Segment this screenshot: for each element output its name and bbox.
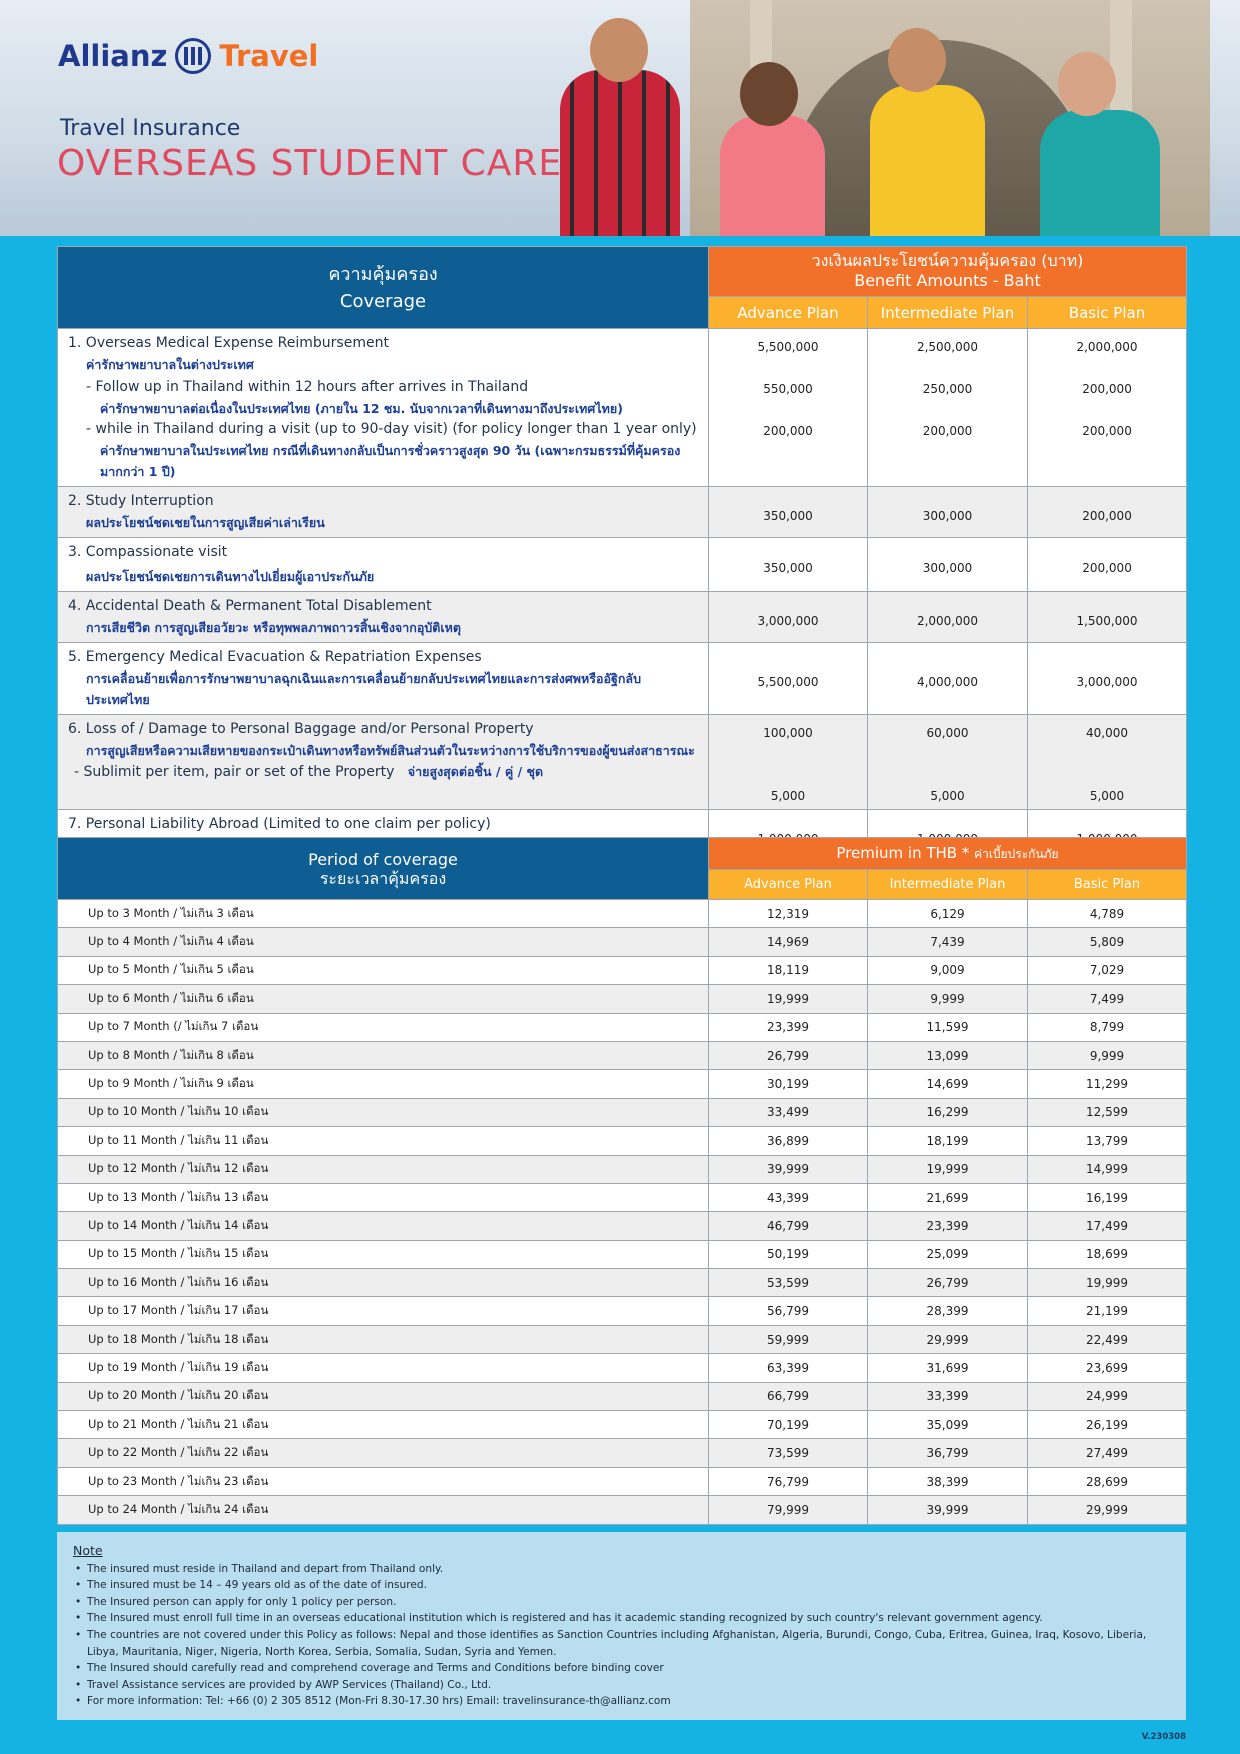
premium-value: 7,029 — [1028, 956, 1187, 984]
coverage-item-en: 2. Study Interruption — [68, 493, 214, 509]
period-cell: Up to 8 Month / ไม่เกิน 8 เดือน — [58, 1041, 709, 1069]
premium-row — [58, 1382, 1187, 1410]
page-subtitle: Travel Insurance — [60, 116, 241, 141]
premium-value: 7,439 — [868, 928, 1028, 956]
premium-value: 9,009 — [868, 956, 1028, 984]
premium-value: 30,199 — [709, 1070, 868, 1098]
benefit-cell — [868, 715, 1028, 810]
coverage-item-th: ค่ารักษาพยาบาลในต่างประเทศ — [86, 357, 254, 372]
period-cell: Up to 5 Month / ไม่เกิน 5 เดือน — [58, 956, 709, 984]
benefit-value: 2,000,000 — [1076, 340, 1138, 354]
premium-value: 14,969 — [709, 928, 868, 956]
premium-row — [58, 956, 1187, 984]
coverage-header — [58, 247, 709, 329]
premium-value: 73,599 — [709, 1439, 868, 1467]
premium-value: 13,799 — [1028, 1127, 1187, 1155]
period-header-en: Period of coverage — [308, 849, 458, 869]
premium-value: 24,999 — [1028, 1382, 1187, 1410]
benefit-cell — [868, 329, 1028, 487]
premium-value: 39,999 — [709, 1155, 868, 1183]
coverage-item-en: 6. Loss of / Damage to Personal Baggage and/or Personal Property — [68, 721, 534, 737]
premium-row — [58, 1183, 1187, 1211]
period-cell: Up to 16 Month / ไม่เกิน 16 เดือน — [58, 1269, 709, 1297]
premium-value: 70,199 — [709, 1411, 868, 1439]
premium-row — [58, 1155, 1187, 1183]
premium-value: 26,199 — [1028, 1411, 1187, 1439]
page-title: OVERSEAS STUDENT CARE — [57, 143, 563, 184]
premium-row — [58, 1240, 1187, 1268]
benefit-value: 2,500,000 — [916, 340, 979, 354]
allianz-eagle-icon — [175, 38, 211, 74]
premium-value: 23,399 — [868, 1212, 1028, 1240]
period-cell: Up to 21 Month / ไม่เกิน 21 เดือน — [58, 1411, 709, 1439]
benefit-value: 1,500,000 — [1028, 592, 1187, 643]
premium-value: 36,799 — [868, 1439, 1028, 1467]
premium-value: 21,199 — [1028, 1297, 1187, 1325]
premium-value: 6,129 — [868, 900, 1028, 928]
benefit-value: 3,000,000 — [1028, 643, 1187, 715]
period-cell: Up to 6 Month / ไม่เกิน 6 เดือน — [58, 985, 709, 1013]
benefit-cell — [709, 715, 868, 810]
period-header-th: ระยะเวลาคุ้มครอง — [319, 868, 447, 888]
premium-row — [58, 1411, 1187, 1439]
coverage-item-en: 4. Accidental Death & Permanent Total Disablement — [68, 598, 432, 614]
premium-value: 46,799 — [709, 1212, 868, 1240]
benefit-value: 200,000 — [1082, 424, 1132, 438]
coverage-item-en: 7. Personal Liability Abroad (Limited to one claim per policy) — [68, 816, 491, 832]
coverage-item-th: ผลประโยชน์ชดเชยในการสูญเสียค่าเล่าเรียน — [86, 515, 325, 530]
premium-value: 18,119 — [709, 956, 868, 984]
sublimit-label-th: จ่ายสูงสุดต่อชิ้น / คู่ / ชุด — [407, 764, 544, 779]
premium-value: 27,499 — [1028, 1439, 1187, 1467]
premium-value: 28,699 — [1028, 1467, 1187, 1495]
premium-value: 31,699 — [868, 1354, 1028, 1382]
premium-row — [58, 900, 1187, 928]
period-cell: Up to 9 Month / ไม่เกิน 9 เดือน — [58, 1070, 709, 1098]
premium-value: 12,319 — [709, 900, 868, 928]
period-cell: Up to 4 Month / ไม่เกิน 4 เดือน — [58, 928, 709, 956]
premium-value: 9,999 — [868, 985, 1028, 1013]
benefit-value: 300,000 — [868, 487, 1028, 538]
coverage-subitem-en: - Follow up in Thailand within 12 hours after arrives in Thailand — [86, 379, 529, 395]
coverage-item — [58, 487, 709, 538]
premium-value: 79,999 — [709, 1496, 868, 1524]
benefit-header-en: Benefit Amounts - Baht — [854, 271, 1041, 290]
premium-row — [58, 1212, 1187, 1240]
plan-header-intermediate: Intermediate Plan — [868, 297, 1028, 329]
coverage-item-th: ผลประโยชน์ชดเชยการเดินทางไปเยี่ยมผู้เอาประกันภัย — [86, 569, 375, 584]
premium-value: 13,099 — [868, 1041, 1028, 1069]
period-cell: Up to 14 Month / ไม่เกิน 14 เดือน — [58, 1212, 709, 1240]
coverage-item-th: การเสียชีวิต การสูญเสียอวัยวะ หรือทุพพลภาพถาวรสิ้นเชิงจากอุบัติเหตุ — [86, 620, 462, 635]
premium-value: 38,399 — [868, 1467, 1028, 1495]
coverage-row — [58, 538, 1187, 592]
premium-value: 76,799 — [709, 1467, 868, 1495]
premium-value: 19,999 — [709, 985, 868, 1013]
benefit-value: 250,000 — [922, 382, 973, 396]
period-cell: Up to 15 Month / ไม่เกิน 15 เดือน — [58, 1240, 709, 1268]
premium-row — [58, 1354, 1187, 1382]
premium-header — [709, 838, 1187, 870]
note-item: • The Insured person can apply for only 1 policy per person. — [73, 1594, 1172, 1611]
coverage-row — [58, 487, 1187, 538]
premium-value: 22,499 — [1028, 1325, 1187, 1353]
benefit-value: 300,000 — [868, 538, 1028, 592]
premium-row — [58, 1127, 1187, 1155]
coverage-header-en: Coverage — [339, 290, 427, 312]
period-cell: Up to 3 Month / ไม่เกิน 3 เดือน — [58, 900, 709, 928]
plan-header-basic: Basic Plan — [1028, 870, 1187, 900]
premium-value: 35,099 — [868, 1411, 1028, 1439]
sublimit-value: 5,000 — [770, 789, 806, 803]
sublimit-value: 5,000 — [930, 789, 965, 803]
benefit-amounts-header — [709, 247, 1187, 297]
note-item: • The countries are not covered under this Policy as follows: Nepal and those identifies as Sanction Countries including Afghanistan, Algeria, Burundi, Congo, Cuba, Eritrea, Guinea, Iraq, Kosovo, Liberia, Libya, Mauritania, Niger, Nigeria, North Korea, Serbia, Somalia, Sudan, Syria and Yemen. — [73, 1627, 1172, 1660]
sublimit-value: 5,000 — [1089, 789, 1125, 803]
benefit-value: 4,000,000 — [868, 643, 1028, 715]
period-cell: Up to 24 Month / ไม่เกิน 24 เดือน — [58, 1496, 709, 1524]
version-code: V.230308 — [1141, 1732, 1186, 1742]
premium-row — [58, 1439, 1187, 1467]
premium-value: 8,799 — [1028, 1013, 1187, 1041]
premium-value: 59,999 — [709, 1325, 868, 1353]
note-item: • The insured must reside in Thailand and depart from Thailand only. — [73, 1561, 1172, 1578]
coverage-item-th: การสูญเสียหรือความเสียหายของกระเป๋าเดินทางหรือทรัพย์สินส่วนตัวในระหว่างการใช้บริการของผู้ขนส่งสาธารณะ — [86, 743, 695, 758]
premium-row — [58, 1070, 1187, 1098]
benefit-header-th: วงเงินผลประโยชน์ความคุ้มครอง (บาท) — [811, 251, 1084, 270]
premium-value: 43,399 — [709, 1183, 868, 1211]
premium-value: 12,599 — [1028, 1098, 1187, 1126]
premium-value: 7,499 — [1028, 985, 1187, 1013]
premium-value: 26,799 — [709, 1041, 868, 1069]
period-cell: Up to 22 Month / ไม่เกิน 22 เดือน — [58, 1439, 709, 1467]
plan-header-advance: Advance Plan — [709, 870, 868, 900]
premium-value: 18,699 — [1028, 1240, 1187, 1268]
coverage-subitem-th: ค่ารักษาพยาบาลในประเทศไทย กรณีที่เดินทางกลับเป็นการชั่วคราวสูงสุด 90 วัน (เฉพาะกรมธรรม์ที่คุ้มครองมากกว่า 1 ปี) — [100, 443, 681, 479]
benefit-value: 2,000,000 — [868, 592, 1028, 643]
coverage-row — [58, 592, 1187, 643]
coverage-item — [58, 538, 709, 592]
premium-value: 33,399 — [868, 1382, 1028, 1410]
premium-value: 33,499 — [709, 1098, 868, 1126]
premium-value: 66,799 — [709, 1382, 868, 1410]
plan-header-advance: Advance Plan — [709, 297, 868, 329]
premium-value: 14,999 — [1028, 1155, 1187, 1183]
premium-row — [58, 1325, 1187, 1353]
benefit-value: 200,000 — [1082, 382, 1132, 396]
premium-row — [58, 1496, 1187, 1524]
premium-value: 29,999 — [1028, 1496, 1187, 1524]
premium-value: 50,199 — [709, 1240, 868, 1268]
note-item: • The Insured should carefully read and comprehend coverage and Terms and Conditions before binding cover — [73, 1660, 1172, 1677]
premium-header-th: ค่าเบี้ยประกันภัย — [974, 846, 1059, 861]
period-header — [58, 838, 709, 900]
premium-row — [58, 1269, 1187, 1297]
premium-value: 17,499 — [1028, 1212, 1187, 1240]
coverage-item — [58, 715, 709, 810]
brand-suffix: Travel — [219, 39, 319, 73]
premium-value: 63,399 — [709, 1354, 868, 1382]
premium-value: 23,399 — [709, 1013, 868, 1041]
premium-row — [58, 1041, 1187, 1069]
benefit-value: 5,500,000 — [709, 643, 868, 715]
notes-list — [73, 1561, 1172, 1710]
coverage-item-th: การเคลื่อนย้ายเพื่อการรักษาพยาบาลฉุกเฉินและการเคลื่อนย้ายกลับประเทศไทยและการส่งศพหรืออัฐิกลับประเทศไทย — [86, 671, 642, 707]
benefit-value: 40,000 — [1086, 726, 1129, 740]
brand-name: Allianz — [58, 39, 168, 73]
student-illustration — [1040, 110, 1160, 236]
coverage-subitem-th: ค่ารักษาพยาบาลต่อเนื่องในประเทศไทย (ภายใน 12 ชม. นับจากเวลาที่เดินทางมาถึงประเทศไทย) — [100, 401, 623, 416]
premium-value: 26,799 — [868, 1269, 1028, 1297]
coverage-row — [58, 329, 1187, 487]
benefit-value: 200,000 — [1028, 538, 1187, 592]
premium-value: 39,999 — [868, 1496, 1028, 1524]
note-item: • Travel Assistance services are provided by AWP Services (Thailand) Co., Ltd. — [73, 1677, 1172, 1694]
period-cell: Up to 12 Month / ไม่เกิน 12 เดือน — [58, 1155, 709, 1183]
period-cell: Up to 11 Month / ไม่เกิน 11 เดือน — [58, 1127, 709, 1155]
premium-value: 25,099 — [868, 1240, 1028, 1268]
premium-value: 36,899 — [709, 1127, 868, 1155]
premium-value: 53,599 — [709, 1269, 868, 1297]
premium-value: 16,299 — [868, 1098, 1028, 1126]
note-item: • For more information: Tel: +66 (0) 2 305 8512 (Mon-Fri 8.30-17.30 hrs) Email: travelinsurance-th@allianz.com — [73, 1693, 1172, 1710]
period-cell: Up to 19 Month / ไม่เกิน 19 เดือน — [58, 1354, 709, 1382]
coverage-header-th: ความคุ้มครอง — [328, 263, 438, 285]
benefit-cell — [709, 329, 868, 487]
benefit-value: 200,000 — [922, 424, 973, 438]
premium-value: 18,199 — [868, 1127, 1028, 1155]
premium-value: 14,699 — [868, 1070, 1028, 1098]
benefit-value: 200,000 — [763, 424, 813, 438]
premium-value: 4,789 — [1028, 900, 1187, 928]
premium-row — [58, 928, 1187, 956]
period-cell: Up to 23 Month / ไม่เกิน 23 เดือน — [58, 1467, 709, 1495]
coverage-item-en: 3. Compassionate visit — [68, 544, 228, 560]
benefit-cell — [1028, 715, 1187, 810]
coverage-item-en: 1. Overseas Medical Expense Reimbursement — [68, 335, 389, 351]
premium-row — [58, 1467, 1187, 1495]
notes-title: Note — [73, 1543, 103, 1558]
premium-value: 19,999 — [1028, 1269, 1187, 1297]
premium-header-en: Premium in THB * — [836, 843, 970, 862]
premium-value: 9,999 — [1028, 1041, 1187, 1069]
benefit-cell — [1028, 329, 1187, 487]
benefit-value: 350,000 — [709, 538, 868, 592]
benefit-value: 350,000 — [709, 487, 868, 538]
period-cell: Up to 10 Month / ไม่เกิน 10 เดือน — [58, 1098, 709, 1126]
coverage-subitem-en: - while in Thailand during a visit (up to 90-day visit) (for policy longer than 1 year only) — [86, 421, 697, 437]
allianz-travel-logo — [58, 38, 318, 74]
period-cell: Up to 20 Month / ไม่เกิน 20 เดือน — [58, 1382, 709, 1410]
benefit-value: 200,000 — [1028, 487, 1187, 538]
benefit-value: 100,000 — [763, 726, 813, 740]
premium-table — [57, 837, 1187, 1525]
benefit-value: 550,000 — [763, 382, 813, 396]
coverage-item — [58, 329, 709, 487]
note-item: • The Insured must enroll full time in an overseas educational institution which is registered and has it academic standing recognized by such country's relevant government agency. — [73, 1610, 1172, 1627]
coverage-item — [58, 592, 709, 643]
coverage-row — [58, 643, 1187, 715]
premium-value: 28,399 — [868, 1297, 1028, 1325]
notes-box — [57, 1532, 1186, 1720]
student-illustration — [560, 70, 680, 236]
premium-row — [58, 985, 1187, 1013]
premium-value: 16,199 — [1028, 1183, 1187, 1211]
premium-row — [58, 1013, 1187, 1041]
plan-header-intermediate: Intermediate Plan — [868, 870, 1028, 900]
coverage-item — [58, 643, 709, 715]
coverage-row — [58, 715, 1187, 810]
period-cell: Up to 18 Month / ไม่เกิน 18 เดือน — [58, 1325, 709, 1353]
premium-row — [58, 1297, 1187, 1325]
plan-header-basic: Basic Plan — [1028, 297, 1187, 329]
premium-value: 56,799 — [709, 1297, 868, 1325]
period-cell: Up to 17 Month / ไม่เกิน 17 เดือน — [58, 1297, 709, 1325]
sublimit-label-en: - Sublimit per item, pair or set of the Property — [74, 764, 395, 780]
premium-value: 11,299 — [1028, 1070, 1187, 1098]
premium-value: 5,809 — [1028, 928, 1187, 956]
student-illustration — [720, 115, 825, 236]
period-cell: Up to 7 Month (/ ไม่เกิน 7 เดือน — [58, 1013, 709, 1041]
period-cell: Up to 13 Month / ไม่เกิน 13 เดือน — [58, 1183, 709, 1211]
benefit-value: 5,500,000 — [757, 340, 819, 354]
premium-value: 11,599 — [868, 1013, 1028, 1041]
premium-value: 19,999 — [868, 1155, 1028, 1183]
premium-value: 23,699 — [1028, 1354, 1187, 1382]
premium-value: 21,699 — [868, 1183, 1028, 1211]
premium-value: 29,999 — [868, 1325, 1028, 1353]
benefit-value: 3,000,000 — [709, 592, 868, 643]
note-item: • The insured must be 14 – 49 years old as of the date of insured. — [73, 1577, 1172, 1594]
coverage-item-en: 5. Emergency Medical Evacuation & Repatriation Expenses — [68, 649, 482, 665]
coverage-table — [57, 246, 1187, 861]
benefit-value: 60,000 — [926, 726, 969, 740]
student-illustration — [870, 85, 985, 236]
premium-row — [58, 1098, 1187, 1126]
